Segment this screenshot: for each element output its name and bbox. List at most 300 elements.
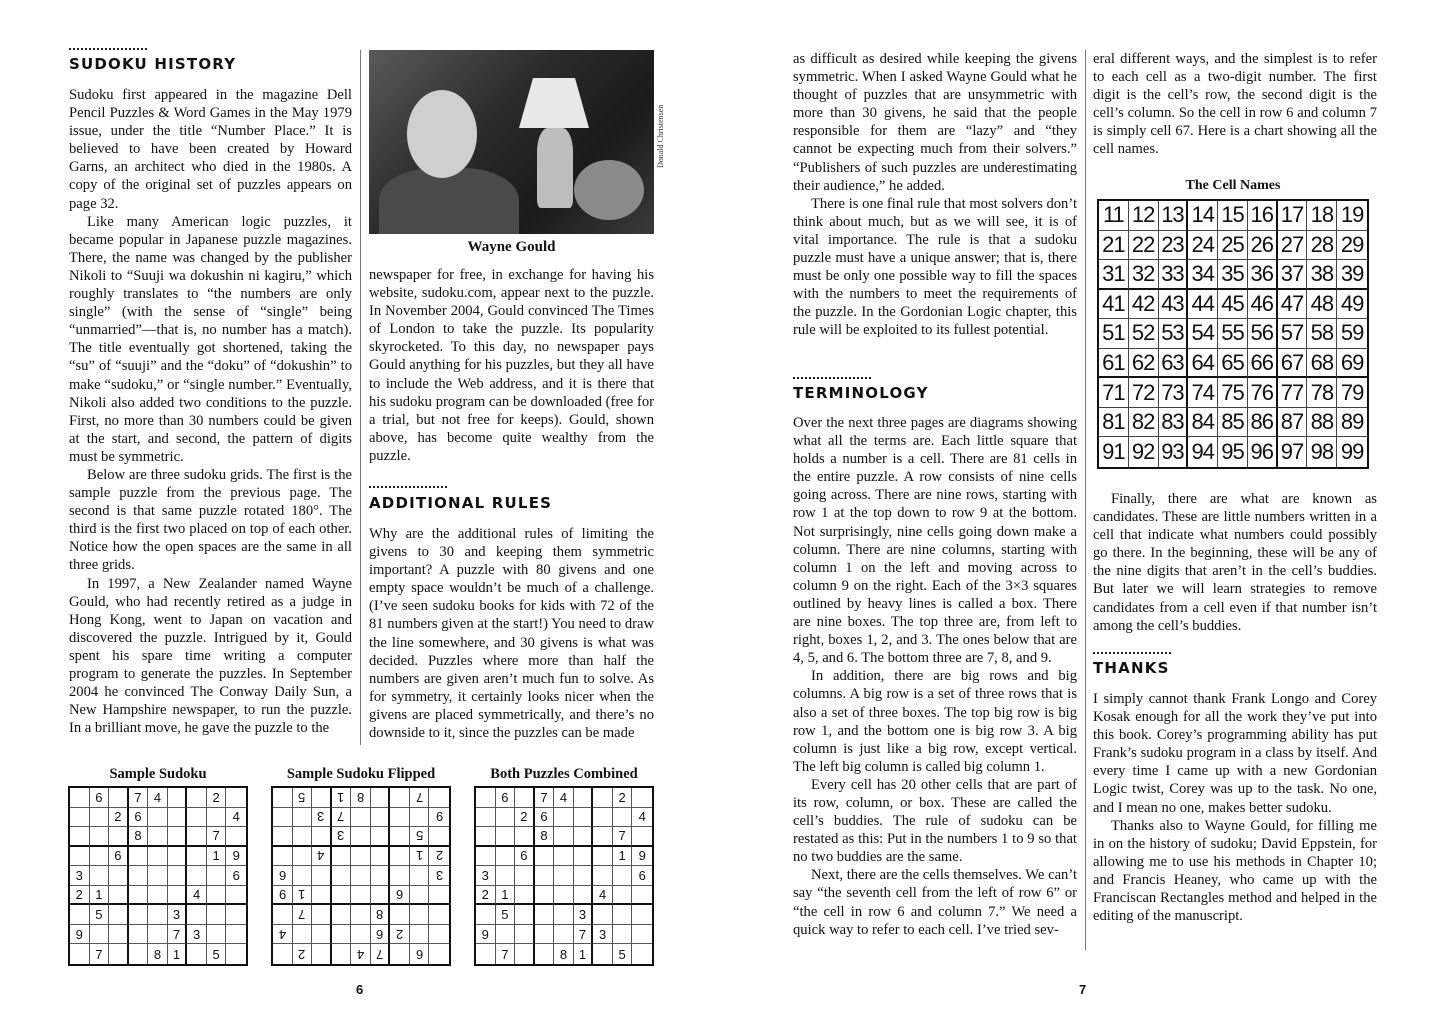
cell-name: 59: [1337, 319, 1367, 349]
sudoku-cell: [109, 886, 129, 906]
sudoku-cell: [476, 905, 496, 925]
givens-para: as difficult as desired while keeping the givens symmetric. When I asked Wayne Gould what he thought of puzzles that are unsymmetric with more than 30 givens, he said that the people responsible for them are “lazy” and “they cannot be expecting much from their solvers.” “Publishers of such puzzles are underestimating their audience,” he added.: [793, 51, 1077, 194]
sudoku-cell: 9: [429, 808, 449, 828]
sudoku-cell: [332, 866, 352, 886]
sudoku-cell: [410, 808, 430, 828]
heading-terminology: TERMINOLOGY: [793, 384, 929, 402]
candidates-column: [1093, 490, 1377, 635]
terminology-para-1: Over the next three pages are diagrams showing what all the terms are. Each little square that holds a number is a cell. There are 81 cells in the entire puzzle. A row consists of nine cells going across. There are nine rows, starting with row 1 at the top down to row 9 at the bottom. Not surprisingly, nine cells going down make a column. There are nine columns, starting with column 1 on the left and moving across to column 9 on the right. Each of the 3×3 squares outlined by heavy lines is called a box. There are nine boxes. The top three are, from left to right, boxes 1, 2, and 3. The ones below that are 4, 5, and 6. The bottom three are 7, 8, and 9.: [793, 415, 1077, 667]
sudoku-cell: [390, 866, 410, 886]
cell-names-grid: [1097, 199, 1369, 469]
sudoku-cell: 4: [148, 788, 168, 808]
flipped-sudoku-grid: [271, 786, 451, 966]
sudoku-cell: 4: [632, 808, 652, 828]
cell-name: 45: [1218, 290, 1248, 320]
cell-name: 77: [1278, 378, 1308, 408]
cell-name: 42: [1129, 290, 1159, 320]
cell-name: 34: [1188, 260, 1218, 290]
rules-column: [369, 525, 654, 742]
cell-name: 89: [1337, 408, 1367, 438]
sudoku-cell: [332, 944, 352, 964]
sudoku-cell: 6: [90, 788, 110, 808]
sudoku-cell: [226, 944, 246, 964]
sudoku-cell: 3: [593, 925, 613, 945]
sudoku-cell: [410, 866, 430, 886]
cell-name: 33: [1159, 260, 1189, 290]
cell-name: 37: [1278, 260, 1308, 290]
sudoku-cell: [574, 886, 594, 906]
cell-name: 51: [1099, 319, 1129, 349]
sudoku-cell: 7: [574, 925, 594, 945]
cell-name: 17: [1278, 201, 1308, 231]
sudoku-cell: [554, 925, 574, 945]
sudoku-cell: [476, 944, 496, 964]
sudoku-cell: [515, 788, 535, 808]
sudoku-cell: [332, 905, 352, 925]
sudoku-cell: [129, 866, 149, 886]
sudoku-cell: [109, 944, 129, 964]
sudoku-cell: [273, 944, 293, 964]
sudoku-cell: 9: [273, 886, 293, 906]
sudoku-cell: [613, 808, 633, 828]
sudoku-cell: [226, 905, 246, 925]
sudoku-cell: [371, 788, 391, 808]
right-column-2: [1093, 50, 1377, 159]
sudoku-cell: [554, 866, 574, 886]
sudoku-cell: [312, 788, 332, 808]
sudoku-cell: [109, 788, 129, 808]
sudoku-cell: 4: [351, 944, 371, 964]
sudoku-cell: [90, 925, 110, 945]
sudoku-cell: [332, 925, 352, 945]
sudoku-cell: [535, 925, 555, 945]
sudoku-cell: 6: [390, 886, 410, 906]
sudoku-cell: 6: [226, 866, 246, 886]
sudoku-cell: 1: [410, 847, 430, 867]
sudoku-cell: [613, 905, 633, 925]
sudoku-cell: [90, 808, 110, 828]
sudoku-cell: [554, 905, 574, 925]
cell-name: 95: [1218, 437, 1248, 467]
cell-names-title: The Cell Names: [1185, 178, 1281, 193]
history-para-1: Sudoku first appeared in the magazine Dell Pencil Puzzles & Word Games in the May 1979 issue, under the title “Number Place.” It is believed to have been created by Howard Garns, an architect who died in the 1980s. A copy of the original set of puzzles appears on page 32.: [69, 87, 352, 212]
sudoku-cell: [429, 944, 449, 964]
terminology-para-4: Next, there are the cells themselves. We can’t say “the seventh cell from the left of row 6” or “the cell in row 6 and column 7.” We need a quick way to refer to each cell. I’ve tried sev-: [793, 867, 1077, 938]
sudoku-cell: [207, 925, 227, 945]
cell-name: 62: [1129, 349, 1159, 379]
cell-name: 38: [1307, 260, 1337, 290]
sudoku-cell: [351, 808, 371, 828]
sudoku-cell: [70, 944, 90, 964]
cell-name: 19: [1337, 201, 1367, 231]
sudoku-cell: [371, 808, 391, 828]
sudoku-cell: [574, 827, 594, 847]
sudoku-cell: 3: [476, 866, 496, 886]
cell-name: 49: [1337, 290, 1367, 320]
sudoku-cell: [70, 788, 90, 808]
sudoku-cell: 4: [554, 788, 574, 808]
sudoku-cell: [593, 808, 613, 828]
cell-name: 21: [1099, 231, 1129, 261]
sudoku-cell: [496, 847, 516, 867]
sudoku-cell: 4: [226, 808, 246, 828]
cell-name: 54: [1188, 319, 1218, 349]
sudoku-cell: [371, 866, 391, 886]
cell-name: 14: [1188, 201, 1218, 231]
cell-name: 56: [1248, 319, 1278, 349]
sudoku-cell: [390, 905, 410, 925]
sudoku-cell: [515, 827, 535, 847]
sudoku-cell: [168, 847, 188, 867]
sudoku-cell: [312, 925, 332, 945]
cell-name: 58: [1307, 319, 1337, 349]
cell-name: 87: [1278, 408, 1308, 438]
sudoku-cell: [273, 905, 293, 925]
sudoku-cell: [332, 886, 352, 906]
sudoku-cell: 5: [90, 905, 110, 925]
sudoku-cell: 2: [515, 808, 535, 828]
photo-credit: Donald Christensen: [656, 104, 665, 168]
grid-title-flipped: Sample Sudoku Flipped: [286, 766, 436, 782]
column-divider: [1085, 50, 1086, 950]
sudoku-cell: [593, 847, 613, 867]
right-column-1: [793, 50, 1077, 340]
sudoku-cell: [70, 827, 90, 847]
sudoku-cell: [613, 925, 633, 945]
cell-name: 26: [1248, 231, 1278, 261]
sudoku-cell: 3: [70, 866, 90, 886]
sudoku-cell: [226, 788, 246, 808]
thanks-para-1: I simply cannot thank Frank Longo and Corey Kosak enough for all the work they’ve put into this book. Corey’s programming ability has put Frank’s sudoku program in a class by itself. And every time I came up with a new Gordonian Logic twist, Corey was up to the task. No one, and I mean no one, makes better sudoku.: [1093, 691, 1377, 816]
sudoku-cell: [90, 866, 110, 886]
cell-name: 16: [1248, 201, 1278, 231]
sudoku-cell: 2: [109, 808, 129, 828]
sudoku-cell: 1: [613, 847, 633, 867]
sudoku-cell: [574, 788, 594, 808]
sudoku-cell: [226, 827, 246, 847]
sudoku-cell: [293, 827, 313, 847]
sudoku-cell: [535, 905, 555, 925]
sudoku-cell: [632, 827, 652, 847]
sudoku-cell: [293, 866, 313, 886]
sudoku-cell: [496, 925, 516, 945]
heading-dots: [793, 377, 871, 379]
cell-name: 93: [1159, 437, 1189, 467]
sudoku-cell: 3: [332, 827, 352, 847]
sudoku-cell: [312, 944, 332, 964]
sudoku-cell: [129, 847, 149, 867]
cell-name: 78: [1307, 378, 1337, 408]
cell-name: 94: [1188, 437, 1218, 467]
sudoku-cell: 6: [109, 847, 129, 867]
cell-name: 25: [1218, 231, 1248, 261]
sudoku-cell: [90, 847, 110, 867]
sudoku-cell: [476, 808, 496, 828]
sudoku-cell: 9: [476, 925, 496, 945]
gould-para: newspaper for free, in exchange for having his website, sudoku.com, appear next to the puzzle. In November 2004, Gould convinced The Times of London to take the puzzle. Its popularity skyrocketed. To this day, no newspaper pays Gould anything for his puzzles, but they all have to include the Web address, and it is there that his sudoku program can be downloaded (free for a trial, but not free for keeps). Gould, shown above, has become quite wealthy from the puzzle.: [369, 267, 654, 464]
sudoku-cell: [632, 925, 652, 945]
history-para-3: Below are three sudoku grids. The first is the sample puzzle from the previous page. The second is that same puzzle rotated 180°. The third is the first two placed on top of each other. Notice how the open spaces are the same in all three grids.: [69, 466, 352, 574]
sudoku-cell: [351, 925, 371, 945]
sudoku-cell: [70, 905, 90, 925]
cell-name: 71: [1099, 378, 1129, 408]
sudoku-cell: [554, 886, 574, 906]
sudoku-cell: [371, 886, 391, 906]
sudoku-cell: [476, 827, 496, 847]
heading-dots: [369, 486, 447, 488]
sudoku-cell: 8: [148, 944, 168, 964]
sudoku-cell: [148, 808, 168, 828]
sudoku-cell: [390, 788, 410, 808]
sudoku-cell: [109, 925, 129, 945]
sudoku-cell: 6: [515, 847, 535, 867]
sudoku-cell: 3: [312, 808, 332, 828]
sudoku-cell: [312, 905, 332, 925]
sudoku-cell: [187, 847, 207, 867]
sudoku-cell: 5: [613, 944, 633, 964]
sudoku-cell: [207, 886, 227, 906]
sudoku-cell: [554, 827, 574, 847]
sudoku-cell: 4: [312, 847, 332, 867]
sudoku-cell: [535, 886, 555, 906]
sudoku-cell: [496, 808, 516, 828]
sudoku-cell: [187, 827, 207, 847]
sudoku-cell: 2: [613, 788, 633, 808]
cell-names-intro: eral different ways, and the simplest is to refer to each cell as a two-digit number. The first digit is the cell’s row, the second digit is the cell’s column. So the cell in row 6 and column 7 is simply cell 67. Here is a chart showing all the cell names.: [1093, 51, 1377, 158]
history-para-4: In 1997, a New Zealander named Wayne Gould, who had recently retired as a judge in Hong Kong, went to Japan on vacation and discovered the puzzle. Intrigued by it, Gould spent his spare time writing a computer program to generate the puzzles. In September 2004 he convinced The Conway Daily Sun, a New Hampshire newspaper, to run the puzzle. In a brilliant move, he gave the puzzle to the: [69, 575, 352, 737]
sudoku-cell: [109, 905, 129, 925]
sudoku-cell: 1: [332, 788, 352, 808]
sudoku-cell: [429, 788, 449, 808]
cell-name: 11: [1099, 201, 1129, 231]
sudoku-cell: [226, 886, 246, 906]
cell-name: 27: [1278, 231, 1308, 261]
sudoku-cell: [129, 886, 149, 906]
terminology-column: [793, 414, 1077, 939]
sudoku-cell: [632, 788, 652, 808]
sudoku-cell: 8: [129, 827, 149, 847]
sudoku-cell: [593, 944, 613, 964]
cell-name: 44: [1188, 290, 1218, 320]
sudoku-cell: 5: [410, 827, 430, 847]
cell-name: 52: [1129, 319, 1159, 349]
cell-name: 15: [1218, 201, 1248, 231]
sudoku-cell: 9: [70, 925, 90, 945]
sudoku-cell: [168, 827, 188, 847]
sudoku-cell: [410, 905, 430, 925]
sudoku-cell: [351, 847, 371, 867]
unique-answer-para: There is one final rule that most solvers don’t think about much, but as we will see, it is of vital importance. The rule is that a sudoku puzzle must have a unique answer; that is, there must be only one possible way to fill the spaces with the numbers to meet the requirements of the puzzle. In the Gordonian Logic chapter, this rule will be exploited to its fullest potential.: [793, 195, 1077, 339]
terminology-para-2: In addition, there are big rows and big columns. A big row is a set of three rows that is also a set of three boxes. The top big row is big row 1, and the bottom one is big row 3. A big column is just like a big row, except vertical. The left big column is called big column 1.: [793, 668, 1077, 775]
sudoku-cell: [390, 944, 410, 964]
page-number-7: 7: [1079, 982, 1087, 997]
sudoku-cell: [515, 886, 535, 906]
sudoku-cell: [429, 925, 449, 945]
sudoku-cell: 4: [273, 925, 293, 945]
sudoku-cell: [109, 827, 129, 847]
sudoku-cell: [593, 905, 613, 925]
cell-name: 69: [1337, 349, 1367, 379]
sudoku-cell: [535, 866, 555, 886]
sudoku-cell: [574, 808, 594, 828]
sudoku-cell: [168, 788, 188, 808]
sudoku-cell: 1: [207, 847, 227, 867]
sudoku-cell: 1: [574, 944, 594, 964]
cell-name: 64: [1188, 349, 1218, 379]
sudoku-cell: 2: [70, 886, 90, 906]
sudoku-cell: [593, 827, 613, 847]
cell-name: 76: [1248, 378, 1278, 408]
cell-name: 92: [1129, 437, 1159, 467]
sudoku-cell: [273, 808, 293, 828]
sudoku-cell: [293, 847, 313, 867]
cell-name: 83: [1159, 408, 1189, 438]
sudoku-cell: [593, 866, 613, 886]
sudoku-cell: 3: [574, 905, 594, 925]
cell-name: 84: [1188, 408, 1218, 438]
sudoku-cell: [390, 847, 410, 867]
cell-name: 73: [1159, 378, 1189, 408]
cell-name: 36: [1248, 260, 1278, 290]
cell-name: 57: [1278, 319, 1308, 349]
sudoku-cell: [351, 886, 371, 906]
sudoku-cell: [129, 925, 149, 945]
sample-sudoku-grid: [68, 786, 248, 966]
cell-name: 98: [1307, 437, 1337, 467]
cell-name: 39: [1337, 260, 1367, 290]
sudoku-cell: [148, 886, 168, 906]
sudoku-cell: 7: [371, 944, 391, 964]
sudoku-cell: [148, 827, 168, 847]
sudoku-cell: 2: [293, 944, 313, 964]
sudoku-cell: 6: [410, 944, 430, 964]
sudoku-cell: 7: [207, 827, 227, 847]
grid-title-sample: Sample Sudoku: [109, 766, 207, 782]
cell-name: 68: [1307, 349, 1337, 379]
sudoku-cell: 6: [535, 808, 555, 828]
sudoku-cell: [515, 925, 535, 945]
sudoku-cell: [632, 886, 652, 906]
thanks-column: [1093, 690, 1377, 925]
cell-name: 79: [1337, 378, 1367, 408]
sudoku-cell: [515, 944, 535, 964]
sudoku-cell: [187, 944, 207, 964]
sudoku-cell: [632, 905, 652, 925]
sudoku-cell: [273, 827, 293, 847]
sudoku-cell: [476, 788, 496, 808]
sudoku-cell: [351, 827, 371, 847]
sudoku-cell: 2: [429, 847, 449, 867]
gould-column: [369, 266, 654, 465]
cell-name: 35: [1218, 260, 1248, 290]
sudoku-cell: 7: [293, 905, 313, 925]
cell-name: 81: [1099, 408, 1129, 438]
heading-dots: [69, 48, 147, 50]
sudoku-cell: [613, 886, 633, 906]
cell-name: 29: [1337, 231, 1367, 261]
cell-name: 24: [1188, 231, 1218, 261]
sudoku-cell: 8: [371, 905, 391, 925]
cell-name: 99: [1340, 439, 1364, 465]
cell-name: 47: [1278, 290, 1308, 320]
cell-name: 12: [1129, 201, 1159, 231]
sudoku-cell: [632, 944, 652, 964]
sudoku-cell: 1: [293, 886, 313, 906]
sudoku-cell: [476, 847, 496, 867]
cell-name: 32: [1129, 260, 1159, 290]
sudoku-cell: [515, 866, 535, 886]
candidates-para: Finally, there are what are known as candidates. These are little numbers written in a cell that indicate what numbers could possibly go there. In the beginning, these will be any of the nine digits that aren’t in the cell’s buddies. But later we will learn strategies to remove candidates from a cell even if that number isn’t among the cell’s buddies.: [1093, 491, 1377, 634]
cell-name: 97: [1278, 437, 1308, 467]
sudoku-cell: [312, 827, 332, 847]
sudoku-cell: [207, 866, 227, 886]
heading-thanks: THANKS: [1093, 659, 1170, 677]
cell-name: 66: [1248, 349, 1278, 379]
sudoku-cell: 7: [496, 944, 516, 964]
sudoku-cell: [187, 788, 207, 808]
cell-name: 53: [1159, 319, 1189, 349]
history-para-2: Like many American logic puzzles, it became popular in Japanese puzzle magazines. There, the name was changed by the publisher Nikoli to “Suuji wa dokushin ni kagiru,” which roughly translates to “the numbers are only single” (with the sense of “single” being “unmarried”—that is, no number has a match). The title eventually got shortened, taking the “su” of “suuji” and the “doku” of “dokushin” to make “sudoku,” or “single number.” Eventually, Nikoli also added two conditions to the puzzle. First, no more than 30 numbers could be given at the start, and second, the pattern of digits must be symmetric.: [69, 213, 352, 465]
cell-name: 31: [1099, 260, 1129, 290]
sudoku-cell: 9: [226, 847, 246, 867]
thanks-para-2: Thanks also to Wayne Gould, for filling me in on the history of sudoku; David Eppstein, for allowing me to use his methods in Chapter 10; and Francis Heaney, who came up with the Franciscan Rectangles method and helped in the editing of the manuscript.: [1093, 817, 1377, 925]
sudoku-cell: 2: [476, 886, 496, 906]
sudoku-cell: 6: [496, 788, 516, 808]
cell-name: 72: [1129, 378, 1159, 408]
cell-name: 55: [1218, 319, 1248, 349]
cell-name: 28: [1307, 231, 1337, 261]
sudoku-cell: 5: [496, 905, 516, 925]
sudoku-cell: 3: [168, 905, 188, 925]
sudoku-cell: [168, 808, 188, 828]
sudoku-cell: [70, 847, 90, 867]
sudoku-cell: [109, 866, 129, 886]
sudoku-cell: [129, 944, 149, 964]
history-column: [69, 86, 352, 737]
sudoku-cell: [187, 905, 207, 925]
sudoku-cell: [207, 808, 227, 828]
cell-name: 61: [1099, 349, 1129, 379]
page-number-6: 6: [356, 982, 364, 997]
sudoku-cell: [554, 808, 574, 828]
sudoku-cell: [410, 886, 430, 906]
sudoku-cell: 9: [632, 847, 652, 867]
sudoku-cell: 5: [207, 944, 227, 964]
sudoku-cell: 3: [187, 925, 207, 945]
sudoku-cell: [515, 905, 535, 925]
cell-name: 65: [1218, 349, 1248, 379]
cell-name: 88: [1307, 408, 1337, 438]
sudoku-cell: 7: [332, 808, 352, 828]
sudoku-cell: 1: [168, 944, 188, 964]
sudoku-cell: [312, 886, 332, 906]
sudoku-cell: [535, 847, 555, 867]
sudoku-cell: [148, 925, 168, 945]
cell-name: 67: [1278, 349, 1308, 379]
sudoku-cell: [168, 886, 188, 906]
sudoku-cell: [390, 808, 410, 828]
sudoku-cell: [574, 866, 594, 886]
sudoku-cell: [207, 905, 227, 925]
sudoku-cell: 6: [371, 925, 391, 945]
cell-name: 48: [1307, 290, 1337, 320]
sudoku-cell: [574, 847, 594, 867]
sudoku-cell: [613, 866, 633, 886]
sudoku-cell: [293, 808, 313, 828]
cell-name: 18: [1307, 201, 1337, 231]
heading-sudoku-history: SUDOKU HISTORY: [69, 55, 237, 73]
cell-name: 86: [1248, 408, 1278, 438]
